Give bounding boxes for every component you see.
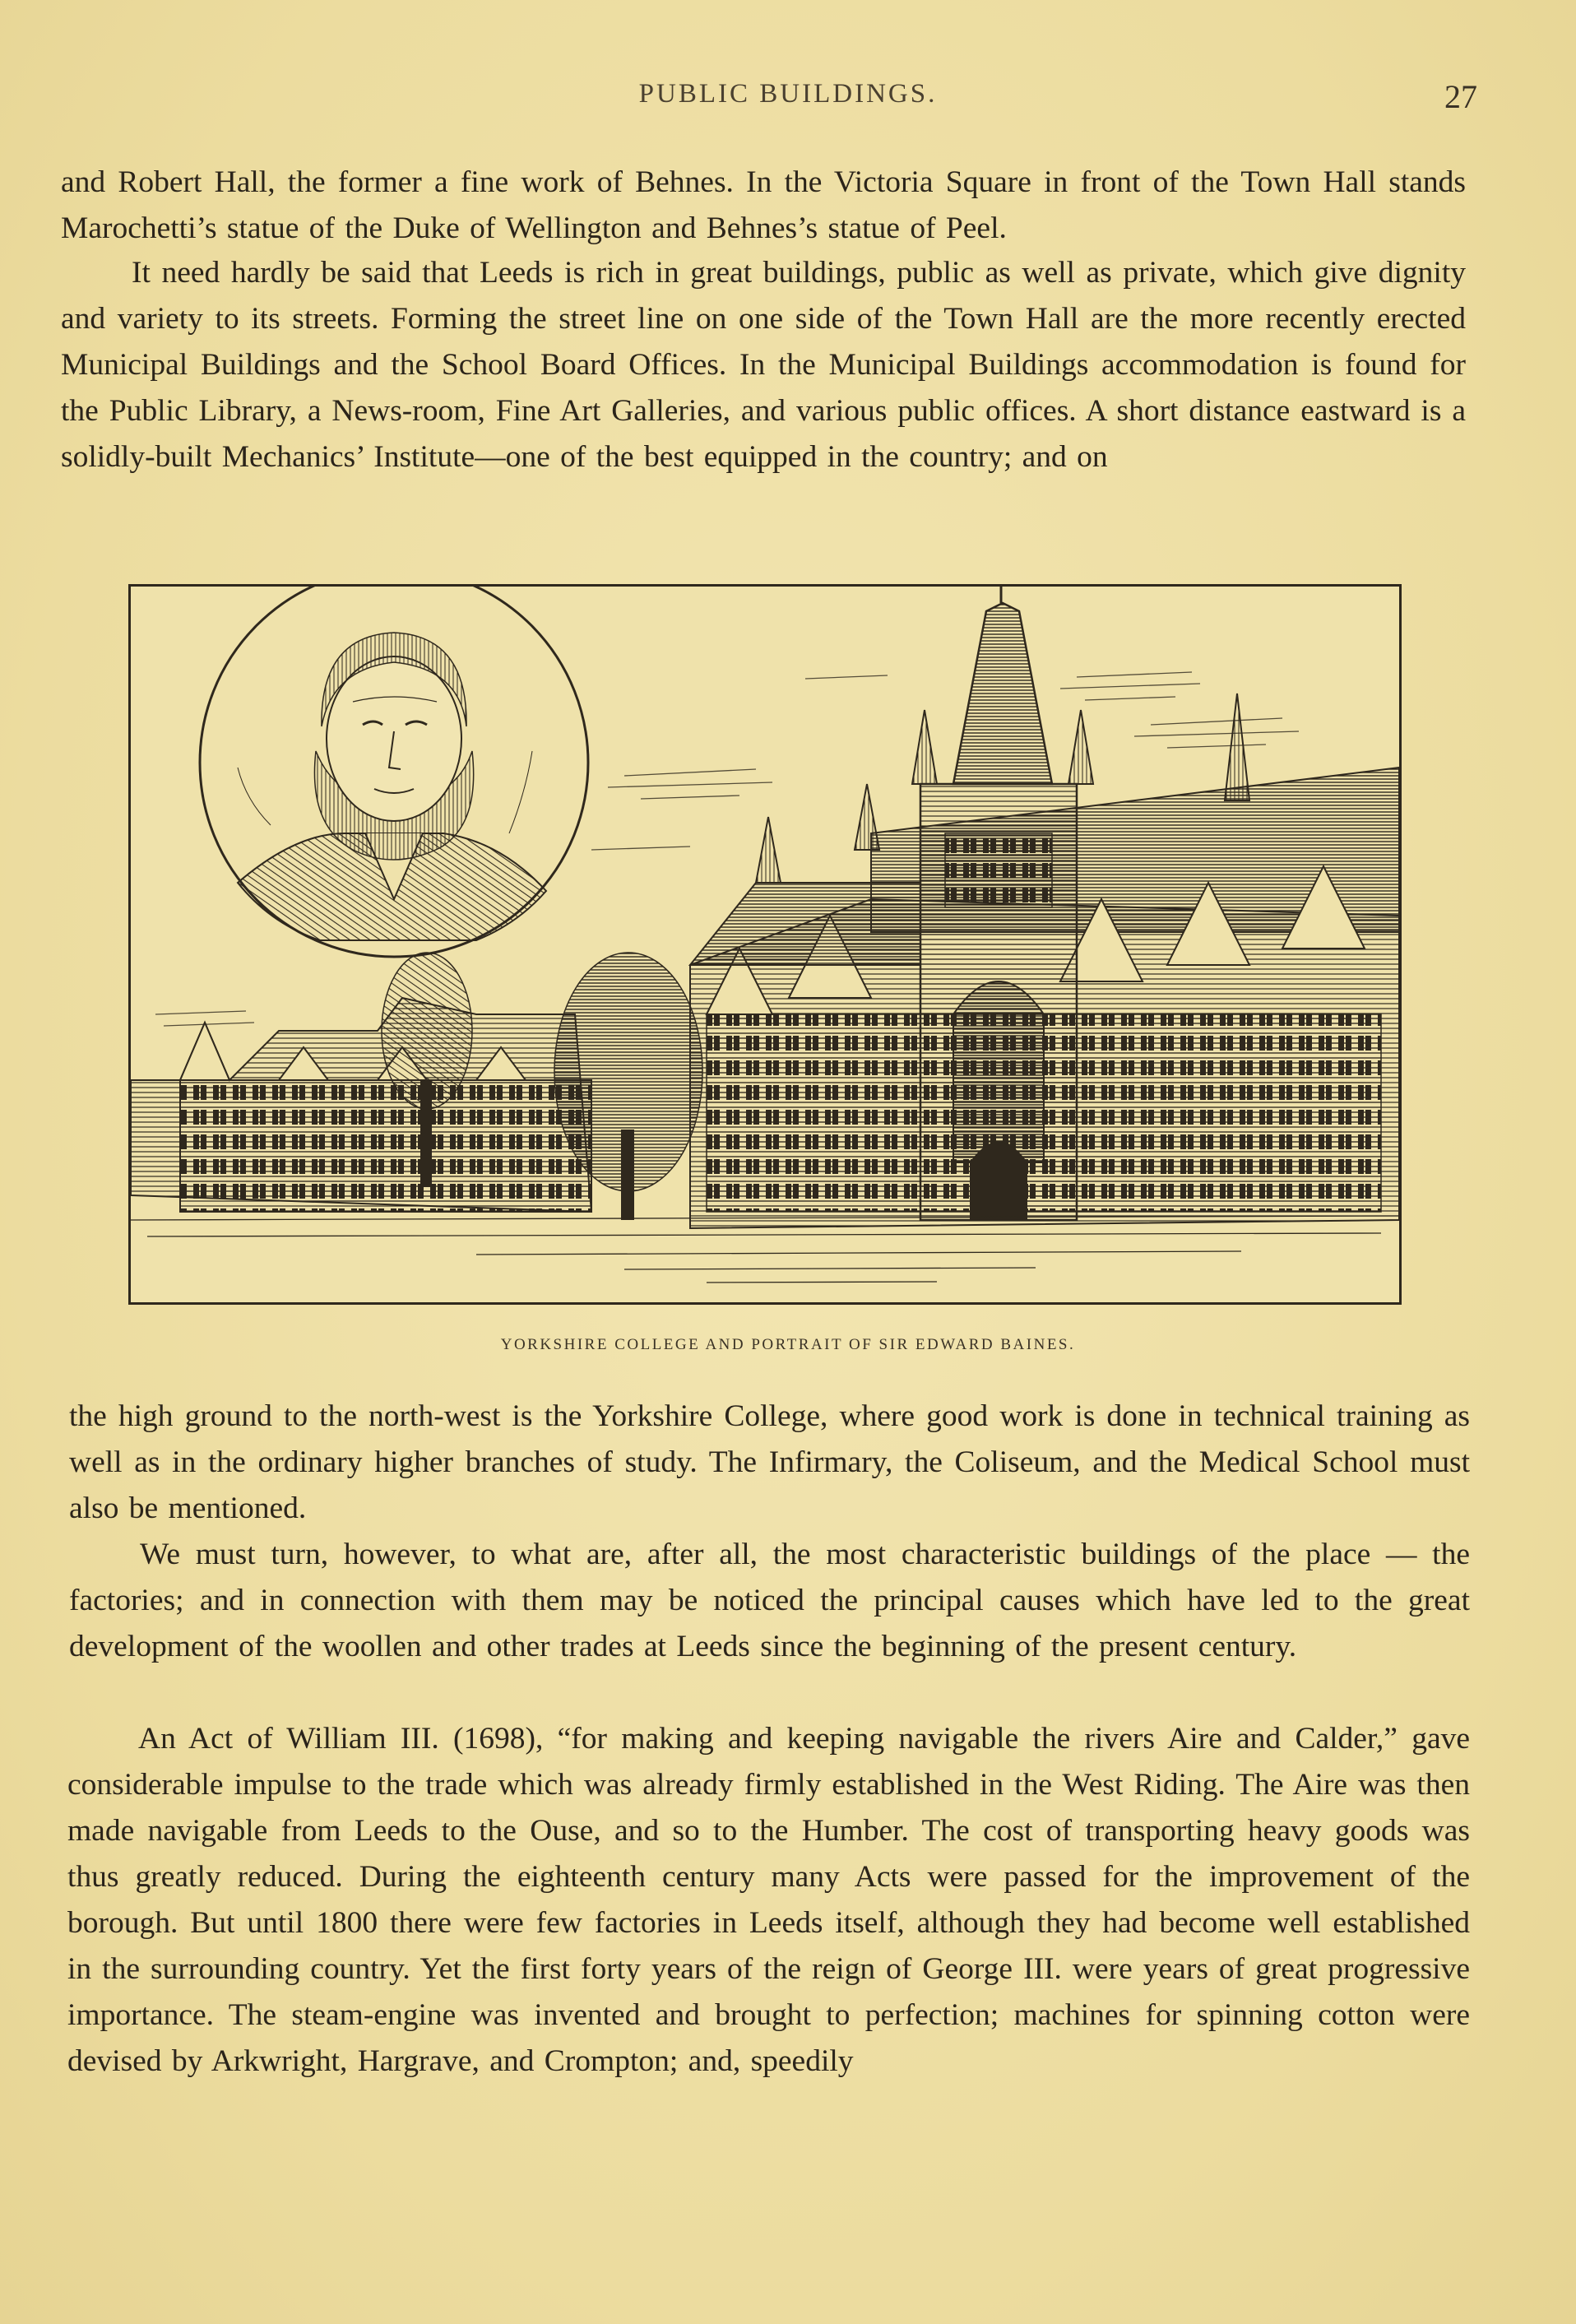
page-number: 27 [1444,78,1477,115]
paragraph-act-of-william: An Act of William III. (1698), “for making and keeping navigable the rivers Aire and Calder,” gave considerable impulse to the trade which was already firmly established in the West Riding. The Aire was then made navigable from Leeds to the Ouse, and so to the Humber. The cost of transporting heavy goods was thus greatly reduced. During the eighteenth century many Acts were passed for the improvement of the borough. But until 1800 there were few factories in Leeds itself, although they had become well established in the surrounding country. Yet the first forty years of the reign of George III. were years of great progressive importance. The steam-engine was invented and brought to perfection; machines for spinning cotton were devised by Arkwright, Hargrave, and Crompton; and, speedily [67,1722,1470,2078]
running-head [58,79,1518,120]
college-building [690,587,1399,1228]
paragraph-factories: We must turn, however, to what are, after all, the most characteristic buildings of the place — the factories; and in connection with them may be noticed the principal causes which have led to the great development of the woollen and other trades at Leeds since the beginning of the present century. [69,1538,1470,1663]
running-title: PUBLIC BUILDINGS. [638,79,938,109]
paragraph-yorkshire-college: the high ground to the north-west is the Yorkshire College, where good work is done in technical training as well as in the ordinary higher branches of study. The Infirmary, the Coliseum, and the Medical School must also be mentioned. [69,1399,1470,1525]
portrait-medallion [200,587,588,957]
engraving-illustration [128,584,1402,1305]
figure-caption: YORKSHIRE COLLEGE AND PORTRAIT OF SIR EDWARD BAINES. [500,1336,1076,1353]
paragraph-continued: and Robert Hall, the former a fine work of Behnes. In the Victoria Square in front of the Town Hall stands Marochetti’s statue of the Duke of Wellington and Behnes’s statue of Peel. [61,165,1466,245]
left-wing [131,998,591,1212]
paragraph-public-buildings: It need hardly be said that Leeds is rich in great buildings, public as well as private, which give dignity and variety to its streets. Forming the street line on one side of the Town Hall are the more recently erected Municipal Buildings and the School Board Offices. In the Municipal Buildings accommodation is found for the Public Library, a News-room, Fine Art Galleries, and various public offices. A short distance eastward is a solidly-built Mechanics’ Institute—one of the best equipped in the country; and on [61,256,1466,474]
